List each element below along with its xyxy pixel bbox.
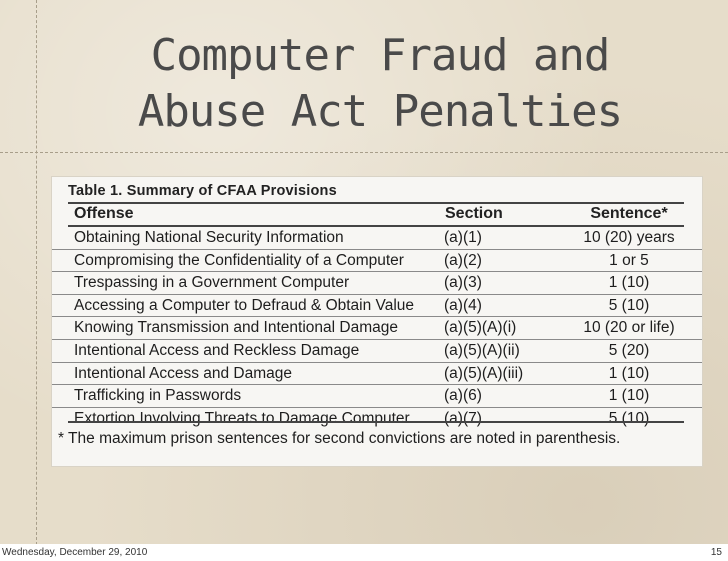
header-sentence: Sentence* <box>590 205 668 222</box>
cell-offense: Obtaining National Security Information <box>74 229 344 246</box>
table-row <box>52 385 702 408</box>
cell-section: (a)(2) <box>444 251 482 269</box>
cell-section: (a)(4) <box>444 296 482 314</box>
cell-offense: Compromising the Confidentiality of a Computer <box>74 251 404 269</box>
slide-title <box>60 28 700 140</box>
table-rule-bottom <box>68 421 684 423</box>
cell-sentence: 5 (10) <box>608 409 650 427</box>
cell-offense: Accessing a Computer to Defraud & Obtain Value <box>74 296 415 314</box>
header-section: Section <box>445 205 503 222</box>
cell-sentence: 1 (10) <box>608 274 650 292</box>
cell-section: (a)(5)(A)(ii) <box>444 341 520 359</box>
footer-date: Wednesday, December 29, 2010 <box>2 547 148 558</box>
table-row <box>52 250 702 273</box>
cell-section: (a)(6) <box>444 387 482 405</box>
slide-title-line-1: Computer Fraud and <box>150 30 610 81</box>
cell-offense: Knowing Transmission and Intentional Damage <box>74 319 398 337</box>
cell-sentence: 1 (10) <box>608 364 650 382</box>
cell-sentence: 5 (20) <box>608 341 650 359</box>
table-row <box>52 408 702 430</box>
cell-section: (a)(7) <box>444 409 482 427</box>
table-row <box>52 317 702 340</box>
cell-section: (a)(5)(A)(i) <box>444 319 517 337</box>
table-row <box>52 272 702 295</box>
table-footnote: * The maximum prison sentences for second convictions are noted in parenthesis. <box>58 430 621 447</box>
cell-offense: Extortion Involving Threats to Damage Computer <box>74 409 410 427</box>
guide-line-horizontal <box>0 152 728 153</box>
cell-sentence: 10 (20) years <box>583 229 675 246</box>
cell-sentence: 1 (10) <box>608 387 650 405</box>
header-offense: Offense <box>74 205 134 222</box>
cell-sentence: 1 or 5 <box>609 251 649 269</box>
cell-sentence: 10 (20 or life) <box>583 319 675 337</box>
table-row <box>52 340 702 363</box>
table-body <box>52 227 702 429</box>
footer-page-number: 15 <box>710 547 722 558</box>
slide-title-line-2: Abuse Act Penalties <box>137 86 623 137</box>
cell-section: (a)(1) <box>444 229 482 246</box>
table-row <box>52 363 702 386</box>
cfaa-table-image <box>52 177 702 466</box>
table-row <box>52 227 702 250</box>
cell-section: (a)(5)(A)(iii) <box>444 364 524 382</box>
cell-offense: Trespassing in a Government Computer <box>74 274 350 292</box>
cell-offense: Intentional Access and Reckless Damage <box>74 341 360 359</box>
table-rule-top <box>68 202 684 204</box>
cell-section: (a)(3) <box>444 274 482 292</box>
cell-sentence: 5 (10) <box>608 296 650 314</box>
cell-offense: Trafficking in Passwords <box>74 387 242 405</box>
table-row <box>52 295 702 318</box>
cell-offense: Intentional Access and Damage <box>74 364 292 382</box>
table-caption: Table 1. Summary of CFAA Provisions <box>68 183 337 199</box>
guide-line-vertical <box>36 0 37 545</box>
